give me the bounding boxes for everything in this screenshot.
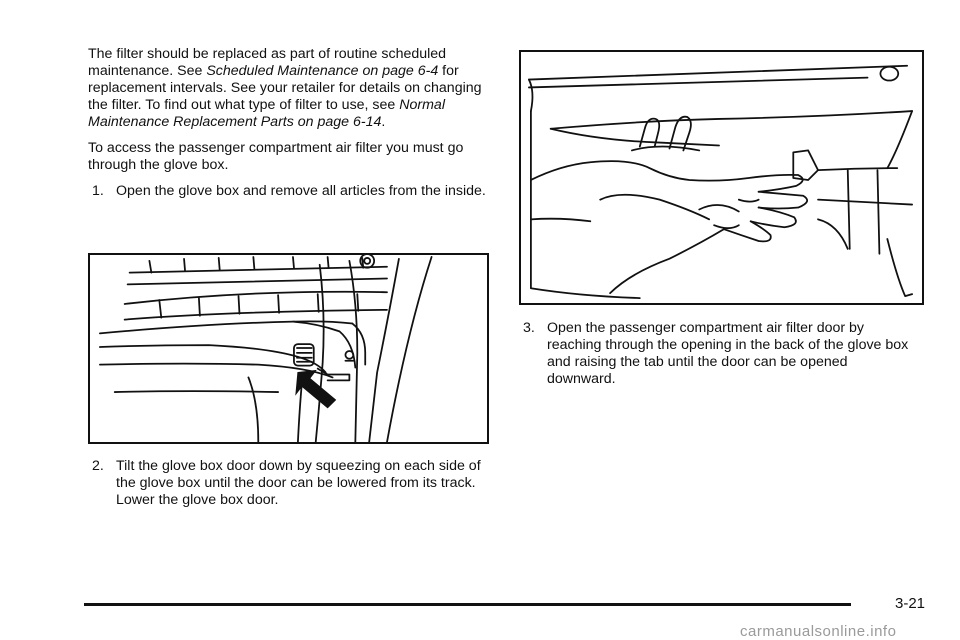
page-number: 3-21 [895, 595, 926, 612]
intro-paragraph [88, 46, 488, 131]
intro-text-3: . [381, 114, 386, 130]
scheduled-maintenance-link[interactable]: Scheduled Maintenance on page 6-4 [206, 63, 439, 79]
step-2 [92, 458, 488, 509]
step-3 [523, 320, 917, 388]
hand-reaching-illustration [519, 50, 924, 305]
step-2-number: 2. [92, 458, 104, 474]
step-3-number: 3. [523, 320, 535, 336]
step-2-container [88, 458, 488, 509]
footer-rule [84, 603, 851, 606]
right-column [519, 320, 917, 388]
step-1-number: 1. [92, 183, 104, 199]
step-1-text: Open the glove box and remove all articles from the inside. [116, 183, 486, 199]
glove-box-illustration [88, 253, 489, 444]
intro-text-2: for replacement intervals. See your retailer for details on changing the filter. To find out what type of filter to use, see [88, 63, 482, 113]
step-3-text: Open the passenger compartment air filter door by reaching through the opening in the back of the glove box and raising the tab until the door can be opened downward. [547, 320, 909, 387]
step-2-text: Tilt the glove box door down by squeezing on each side of the glove box until the door can be lowered from its track. Lower the glove box door. [116, 458, 481, 508]
intro-text-1: The filter should be replaced as part of routine scheduled maintenance. See [88, 46, 447, 79]
normal-maintenance-link[interactable]: Normal Maintenance Replacement Parts on page 6-14 [88, 97, 445, 130]
left-column [88, 46, 488, 200]
watermark-text: carmanualsonline.info [740, 623, 897, 640]
step-1 [92, 183, 488, 200]
access-paragraph: To access the passenger compartment air filter you must go through the glove box. [88, 140, 464, 173]
hand-reaching-drawing [521, 52, 922, 303]
glove-box-drawing [90, 255, 487, 442]
